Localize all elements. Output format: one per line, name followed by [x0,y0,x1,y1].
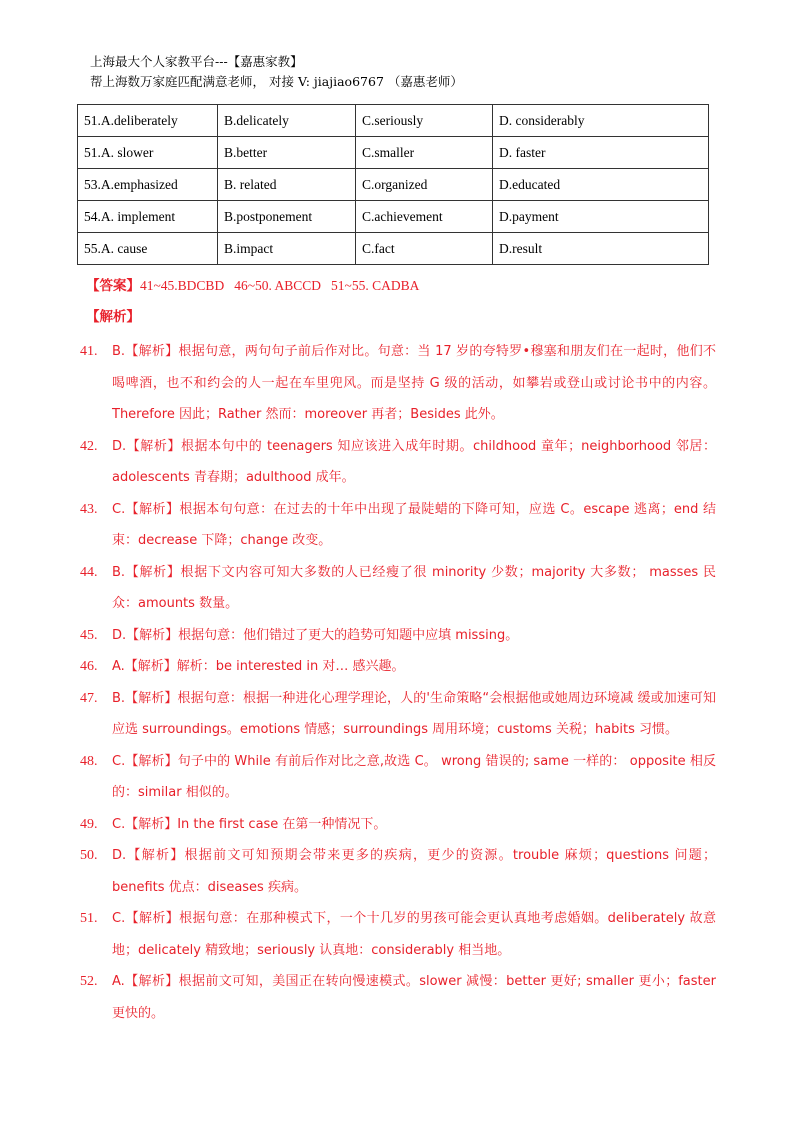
item-text: C.【解析】In the first case 在第一种情况下。 [112,816,387,832]
list-item [80,809,716,841]
answer-tag: 【答案】 [86,278,140,294]
item-text: C.【解析】根据句意：在那种模式下，一个十几岁的男孩可能会更认真地考虑婚姻。deliberately 故意地；delicately 精致地；seriously 认真地：considerably 相当地。 [112,911,716,958]
table-cell: B.better [218,137,356,169]
list-item [80,746,716,809]
list-item [80,683,716,746]
item-text: A.【解析】解析：be interested in 对… 感兴趣。 [112,659,405,674]
table-cell: C.fact [356,233,493,265]
table-cell: D.payment [493,201,709,233]
item-text: C.【解析】句子中的 While 有前后作对比之意,故选 C。 wrong 错误的; same 一样的： opposite 相反的：similar 相似的。 [112,753,716,800]
list-item [80,903,716,966]
header-line-2: 帮上海数万家庭匹配满意老师， 对接 V: jiajiao6767 （嘉惠老师） [90,74,463,89]
page-header [90,52,463,92]
analysis-list [80,336,716,1029]
table-row [78,137,709,169]
table-cell: 51.A. slower [78,137,218,169]
answer-segment: 51~55. CADBA [331,278,420,293]
list-item [80,620,716,652]
list-item [80,651,716,683]
item-text: A.【解析】根据前文可知，美国正在转向慢速模式。slower 减慢：better 更好; smaller 更小；faster 更快的。 [112,974,716,1021]
table-cell: 53.A.emphasized [78,169,218,201]
table-row [78,201,709,233]
item-number: 49. [80,816,98,832]
item-text: B.【解析】根据句意，两句句子前后作对比。句意：当 17 岁的夸特罗•穆塞和朋友们在一起时，他们不喝啤酒，也不和约会的人一起在车里兜风。而是坚持 G 级的活动，如攀岩或登山或讨论书中的内容。Therefore 因此；Rather 然而：moreover 再者；Besides 此外。 [112,344,716,422]
item-number: 52. [80,974,98,989]
item-text: B.【解析】根据下文内容可知大多数的人已经瘦了很 minority 少数；majority 大多数； masses 民众：amounts 数量。 [112,564,716,611]
header-line-1: 上海最大个人家教平台---【嘉惠家教】 [90,54,303,69]
item-number: 46. [80,659,98,674]
answer-line [86,274,429,294]
list-item [80,840,716,903]
item-number: 51. [80,911,98,926]
table-row [78,233,709,265]
table-cell: C.smaller [356,137,493,169]
table-cell: 55.A. cause [78,233,218,265]
list-item [80,431,716,494]
item-text: D.【解析】根据句意：他们错过了更大的趋势可知题中应填 missing。 [112,627,519,643]
item-text: D.【解析】根据本句中的 teenagers 知应该进入成年时期。childhood 童年；neighborhood 邻居：adolescents 青春期；adulthood 成年。 [112,438,716,485]
table-cell: C.achievement [356,201,493,233]
table-cell: D. faster [493,137,709,169]
list-item [80,966,716,1029]
item-text: D.【解析】根据前文可知预期会带来更多的疾病，更少的资源。trouble 麻烦；questions 问题； benefits 优点：diseases 疾病。 [112,848,716,895]
table-cell: 54.A. implement [78,201,218,233]
options-table [77,104,709,265]
item-number: 47. [80,690,98,706]
analysis-heading: 【解析】 [86,309,140,325]
table-cell: C.seriously [356,105,493,137]
list-item [80,557,716,620]
answer-segment: 46~50. ABCCD [234,278,322,293]
table-cell: 51.A.deliberately [78,105,218,137]
item-text: B.【解析】根据句意：根据一种进化心理学理论，人的'生命策略“会根据他或她周边环境减 缓或加速可知应选 surroundings。emotions 情感；surroundings 周用环境；customs 关税；habits 习惯。 [112,690,716,737]
item-number: 43. [80,501,98,517]
table-row [78,105,709,137]
table-cell: D.result [493,233,709,265]
answer-segment: 41~45.BDCBD [140,278,225,293]
list-item [80,336,716,431]
table-cell: B.impact [218,233,356,265]
item-number: 41. [80,344,98,359]
table-row [78,169,709,201]
table-cell: D.educated [493,169,709,201]
table-cell: C.organized [356,169,493,201]
table-cell: B. related [218,169,356,201]
item-number: 42. [80,438,98,454]
item-text: C.【解析】根据本句句意：在过去的十年中出现了最陡蜡的下降可知，应选 C。escape 逃离；end 结束：decrease 下降；change 改变。 [112,501,716,548]
item-number: 48. [80,753,98,769]
table-cell: D. considerably [493,105,709,137]
item-number: 44. [80,564,98,580]
item-number: 50. [80,848,98,863]
table-cell: B.delicately [218,105,356,137]
list-item [80,494,716,557]
table-cell: B.postponement [218,201,356,233]
item-number: 45. [80,627,98,643]
